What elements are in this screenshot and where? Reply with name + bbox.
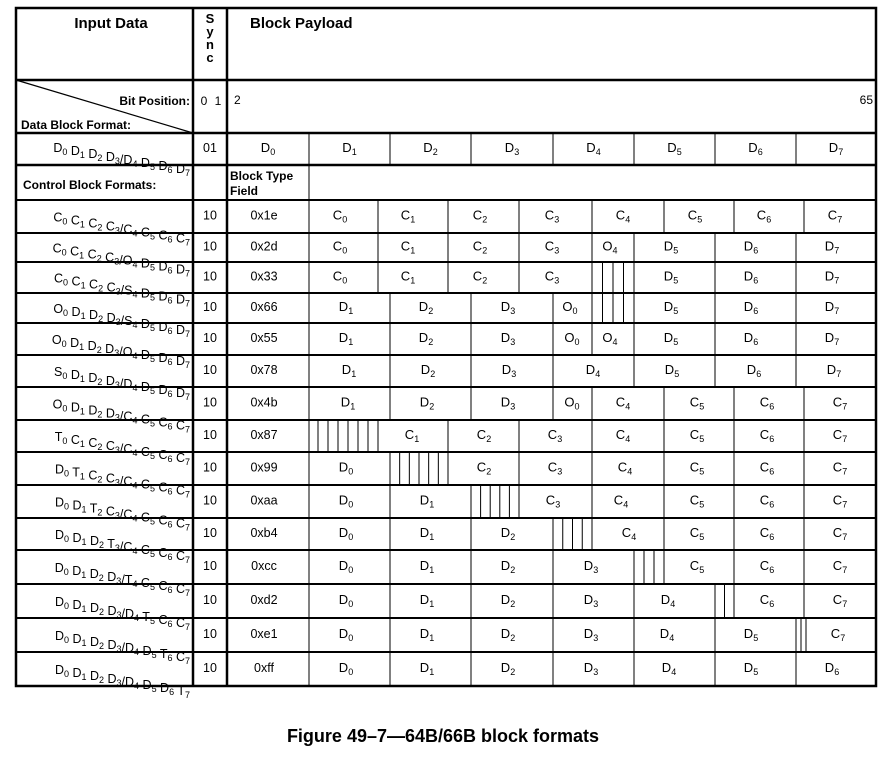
control-row-field: $D_6$ bbox=[746, 362, 762, 379]
control-row-field: $C_5$ bbox=[689, 525, 705, 542]
control-row-field: $D_0$ bbox=[338, 626, 354, 643]
control-row-input: $D_0$ $D_1$ $D_2$ $D_3/T_4$ $C_5$ $C_6$ $C_7$ bbox=[54, 561, 190, 598]
data-block-field: $D_3$ bbox=[504, 140, 520, 157]
control-row-field: $C_7$ bbox=[832, 427, 848, 444]
control-row-input: $D_0$ $T_1$ $C_2$ $C_3/C_4$ $C_5$ $C_6$ $C_7$ bbox=[54, 462, 190, 500]
data-block-input: $D_0$ $D_1$ $D_2$ $D_3/D_4$ $D_5$ $D_6$ $D_7$ bbox=[53, 141, 190, 178]
control-row-field: $D_3$ bbox=[583, 558, 599, 575]
block-type-field-label: Block Type bbox=[230, 169, 294, 183]
control-row-field: $C_1$ bbox=[400, 238, 416, 256]
hatch-field bbox=[715, 584, 734, 618]
data-block-field: $D_4$ bbox=[586, 140, 601, 157]
control-row-field: $C_6$ bbox=[759, 492, 775, 510]
control-row-field: $C_5$ bbox=[689, 558, 705, 575]
control-row-sync: 10 bbox=[203, 269, 217, 284]
control-row-field: $D_2$ bbox=[418, 330, 434, 347]
control-row-field: $O_4$ bbox=[602, 330, 618, 347]
header-input-data: Input Data bbox=[74, 15, 148, 32]
block-type-value: 0xd2 bbox=[250, 593, 278, 607]
header-block-payload: Block Payload bbox=[250, 15, 353, 32]
control-row-input: $D_0$ $D_1$ $D_2$ $D_3/D_4$ $T_5$ $C_6$ $C_7$ bbox=[54, 595, 190, 632]
control-row-field: $C_4$ bbox=[613, 492, 629, 510]
header-sync-letter: n bbox=[206, 37, 214, 52]
control-row-field: $C_7$ bbox=[830, 626, 846, 643]
control-row-field: $D_0$ bbox=[338, 558, 354, 575]
control-row-field: $C_1$ bbox=[404, 427, 420, 444]
control-row-field: $C_1$ bbox=[400, 268, 416, 286]
control-row-field: $C_0$ bbox=[332, 207, 348, 225]
control-row-field: $D_5$ bbox=[663, 268, 679, 286]
control-row-field: $D_5$ bbox=[743, 660, 759, 677]
control-row-field: $D_4$ bbox=[585, 362, 601, 379]
control-row-sync: 10 bbox=[203, 493, 217, 508]
control-row-field: $D_7$ bbox=[824, 238, 840, 256]
data-block-field: $D_5$ bbox=[667, 140, 682, 157]
control-row-sync: 10 bbox=[203, 395, 217, 410]
control-row-input: $C_0$ $C_1$ $C_2$ $C_3/S_4$ $D_5$ $D_6$ $D_7$ bbox=[54, 271, 190, 309]
control-row-field: $O_4$ bbox=[602, 238, 618, 256]
bit-1: 1 bbox=[214, 94, 222, 108]
header-sync-letter: y bbox=[206, 24, 214, 39]
block-type-value: 0x87 bbox=[250, 428, 278, 442]
data-block-format-heading: Data Block Format: bbox=[21, 118, 132, 132]
bit-0: 0 bbox=[200, 94, 208, 108]
control-row-sync: 10 bbox=[203, 300, 217, 314]
control-row-field: $D_5$ bbox=[663, 299, 679, 316]
control-row-field: $C_6$ bbox=[759, 459, 775, 477]
control-row-field: $D_4$ bbox=[661, 660, 677, 677]
bit-start: 2 bbox=[234, 93, 241, 107]
control-row-field: $C_5$ bbox=[689, 459, 705, 477]
control-row-field: $D_2$ bbox=[500, 660, 516, 677]
control-row-input: $O_0$ $D_1$ $D_2$ $D_3/S_4$ $D_5$ $D_6$ $D_7$ bbox=[53, 302, 190, 339]
control-row-field: $C_6$ bbox=[759, 558, 775, 575]
bit-end: 65 bbox=[859, 93, 873, 107]
control-row-field: $D_1$ bbox=[419, 660, 435, 677]
control-row-field: $C_2$ bbox=[472, 207, 488, 225]
control-row-field: $C_6$ bbox=[756, 207, 772, 225]
control-row-field: $C_4$ bbox=[615, 207, 631, 225]
control-row-field: $D_7$ bbox=[824, 330, 840, 347]
hatch-field bbox=[592, 293, 634, 323]
data-block-field: $D_0$ bbox=[260, 140, 276, 157]
control-row-field: $C_7$ bbox=[827, 207, 843, 225]
control-row-input: $O_0$ $D_1$ $D_2$ $D_3/C_4$ $C_5$ $C_6$ $C_7$ bbox=[52, 397, 190, 435]
control-block-formats-heading: Control Block Formats: bbox=[23, 178, 157, 192]
control-row-field: $C_4$ bbox=[615, 427, 631, 444]
block-type-value: 0x78 bbox=[250, 363, 278, 377]
control-row-field: $D_2$ bbox=[500, 626, 516, 643]
control-row-field: $C_6$ bbox=[759, 394, 775, 412]
control-row-field: $C_7$ bbox=[832, 558, 848, 575]
control-row-field: $D_2$ bbox=[419, 394, 435, 412]
control-row-field: $C_5$ bbox=[689, 427, 705, 444]
control-row-field: $D_1$ bbox=[338, 330, 354, 347]
control-row-field: $C_3$ bbox=[544, 268, 560, 286]
control-row-input: $S_0$ $D_1$ $D_2$ $D_3/D_4$ $D_5$ $D_6$ $D_7$ bbox=[54, 365, 190, 402]
control-row-field: $C_3$ bbox=[547, 427, 563, 444]
control-row-sync: 10 bbox=[203, 428, 217, 442]
control-row-input: $D_0$ $D_1$ $D_2$ $T_3/C_4$ $C_5$ $C_6$ $C_7$ bbox=[54, 528, 190, 565]
control-row-field: $D_0$ bbox=[338, 660, 354, 677]
control-row-sync: 10 bbox=[203, 363, 217, 377]
control-row-sync: 10 bbox=[203, 239, 217, 254]
block-type-value: 0xb4 bbox=[250, 526, 278, 540]
control-row-field: $D_2$ bbox=[500, 592, 516, 609]
control-row-field: $C_2$ bbox=[476, 459, 492, 477]
control-row-field: $D_0$ bbox=[338, 492, 354, 510]
control-row-sync: 10 bbox=[203, 526, 217, 540]
figure-caption: Figure 49–7—64B/66B block formats bbox=[286, 726, 600, 746]
block-type-value: 0xff bbox=[254, 661, 274, 675]
control-row-field: $D_2$ bbox=[418, 299, 434, 316]
block-type-value: 0xcc bbox=[251, 559, 277, 573]
control-row-field: $D_3$ bbox=[583, 626, 599, 643]
block-type-value: 0x33 bbox=[250, 269, 278, 284]
control-row-field: $D_0$ bbox=[338, 459, 354, 477]
control-row-field: $C_3$ bbox=[544, 207, 560, 225]
data-block-field: $D_6$ bbox=[748, 140, 763, 157]
control-row-sync: 10 bbox=[203, 460, 217, 475]
control-row-field: $C_3$ bbox=[547, 459, 563, 477]
control-row-field: $D_3$ bbox=[583, 592, 599, 609]
control-row-field: $D_7$ bbox=[826, 362, 842, 379]
data-block-field: $D_1$ bbox=[342, 140, 357, 157]
control-row-input: $D_0$ $D_1$ $D_2$ $D_3/D_4$ $D_5$ $D_6$ $T_7$ bbox=[54, 663, 190, 700]
control-row-field: $D_6$ bbox=[824, 660, 840, 677]
control-row-field: $D_2$ bbox=[500, 558, 516, 575]
control-row-sync: 10 bbox=[203, 593, 217, 607]
control-row-sync: 10 bbox=[203, 331, 217, 345]
control-row-input: $D_0$ $D_1$ $D_2$ $D_3/D_4$ $D_5$ $T_6$ $C_7$ bbox=[54, 629, 190, 666]
control-row-field: $D_7$ bbox=[824, 268, 840, 286]
control-row-field: $C_6$ bbox=[759, 427, 775, 444]
control-row-field: $C_4$ bbox=[615, 394, 631, 412]
control-row-field: $C_3$ bbox=[544, 238, 560, 256]
control-row-input: $T_0$ $C_1$ $C_2$ $C_3/C_4$ $C_5$ $C_6$ $C_7$ bbox=[54, 430, 190, 467]
control-row-field: $D_0$ bbox=[338, 592, 354, 609]
control-row-field: $O_0$ bbox=[562, 299, 578, 316]
hatch-field bbox=[390, 452, 448, 485]
block-type-value: 0x2d bbox=[250, 239, 278, 254]
control-row-field: $D_6$ bbox=[743, 268, 759, 286]
bit-position-label: Bit Position: bbox=[119, 94, 190, 108]
control-row-field: $O_0$ bbox=[564, 394, 580, 412]
header-sync-letter: S bbox=[205, 11, 215, 26]
control-row-field: $C_5$ bbox=[689, 492, 705, 510]
control-row-field: $C_2$ bbox=[472, 238, 488, 256]
control-row-field: $D_1$ bbox=[419, 525, 435, 542]
control-row-field: $D_3$ bbox=[501, 362, 517, 379]
control-row-field: $D_6$ bbox=[743, 299, 759, 316]
data-block-field: $D_2$ bbox=[423, 140, 438, 157]
hatch-field bbox=[553, 518, 592, 550]
control-row-field: $O_0$ bbox=[564, 330, 580, 347]
control-row-field: $C_4$ bbox=[617, 459, 633, 477]
control-row-field: $C_7$ bbox=[832, 394, 848, 412]
control-row-field: $D_5$ bbox=[664, 362, 680, 379]
control-row-field: $D_1$ bbox=[340, 394, 356, 412]
control-row-sync: 10 bbox=[203, 627, 217, 641]
control-row-input: $D_0$ $D_1$ $T_2$ $C_3/C_4$ $C_5$ $C_6$ $C_7$ bbox=[54, 495, 190, 533]
control-row-field: $D_5$ bbox=[663, 238, 679, 256]
control-row-field: $D_6$ bbox=[743, 238, 759, 256]
control-row-field: $D_2$ bbox=[500, 525, 516, 542]
control-row-field: $C_0$ bbox=[332, 238, 348, 256]
block-type-value: 0x66 bbox=[250, 300, 278, 314]
control-row-field: $D_4$ bbox=[660, 592, 676, 609]
control-row-field: $C_6$ bbox=[759, 525, 775, 542]
control-row-field: $D_5$ bbox=[743, 626, 759, 643]
control-row-field: $D_3$ bbox=[500, 394, 516, 412]
hatch-field bbox=[796, 618, 806, 652]
hatch-field bbox=[471, 485, 519, 518]
control-row-sync: 10 bbox=[203, 208, 217, 223]
control-row-field: $C_5$ bbox=[689, 394, 705, 412]
block-type-value: 0xe1 bbox=[250, 627, 278, 641]
hatch-field bbox=[318, 420, 378, 452]
control-row-sync: 10 bbox=[203, 559, 217, 573]
header-sync-letter: c bbox=[206, 50, 214, 65]
control-row-field: $C_0$ bbox=[332, 268, 348, 286]
control-row-field: $D_1$ bbox=[341, 362, 357, 379]
block-type-value: 0x55 bbox=[250, 331, 278, 345]
control-row-field: $D_0$ bbox=[338, 525, 354, 542]
control-row-field: $D_1$ bbox=[419, 558, 435, 575]
block-type-value: 0x99 bbox=[250, 460, 278, 475]
control-row-field: $C_3$ bbox=[545, 492, 561, 510]
control-row-field: $C_2$ bbox=[472, 268, 488, 286]
control-row-field: $D_5$ bbox=[663, 330, 679, 347]
block-type-field-label: Field bbox=[230, 184, 259, 198]
block-type-value: 0x1e bbox=[250, 208, 278, 223]
hatch-field bbox=[634, 550, 664, 584]
control-row-field: $C_7$ bbox=[832, 459, 848, 477]
control-row-field: $D_2$ bbox=[420, 362, 436, 379]
control-row-field: $D_3$ bbox=[500, 330, 516, 347]
control-row-field: $C_4$ bbox=[621, 525, 637, 542]
data-block-sync: 01 bbox=[203, 141, 217, 155]
control-row-field: $D_1$ bbox=[419, 492, 435, 510]
control-row-field: $D_6$ bbox=[743, 330, 759, 347]
control-row-field: $D_7$ bbox=[824, 299, 840, 316]
hatch-field bbox=[592, 262, 634, 293]
block-type-value: 0xaa bbox=[250, 493, 278, 508]
control-row-sync: 10 bbox=[203, 661, 217, 675]
control-row-input: $C_0$ $C_1$ $C_2$ $C_3/O_4$ $D_5$ $D_6$ $D_7$ bbox=[52, 241, 190, 279]
control-row-field: $C_7$ bbox=[832, 525, 848, 542]
control-row-field: $C_6$ bbox=[759, 592, 775, 609]
control-row-field: $D_1$ bbox=[419, 592, 435, 609]
control-row-field: $D_4$ bbox=[659, 626, 675, 643]
control-row-field: $C_7$ bbox=[832, 592, 848, 609]
control-row-field: $D_1$ bbox=[419, 626, 435, 643]
block-type-value: 0x4b bbox=[250, 395, 278, 410]
control-row-input: $O_0$ $D_1$ $D_2$ $D_3/O_4$ $D_5$ $D_6$ $D_7$ bbox=[51, 333, 190, 370]
control-row-field: $D_1$ bbox=[338, 299, 354, 316]
control-row-field: $D_3$ bbox=[583, 660, 599, 677]
control-row-field: $C_5$ bbox=[687, 207, 703, 225]
control-row-field: $C_7$ bbox=[832, 492, 848, 510]
control-row-field: $D_3$ bbox=[500, 299, 516, 316]
control-row-input: $C_0$ $C_1$ $C_2$ $C_3/C_4$ $C_5$ $C_6$ $C_7$ bbox=[53, 210, 190, 248]
data-block-field: $D_7$ bbox=[828, 140, 844, 157]
control-row-field: $C_2$ bbox=[476, 427, 492, 444]
control-row-field: $C_1$ bbox=[400, 207, 416, 225]
